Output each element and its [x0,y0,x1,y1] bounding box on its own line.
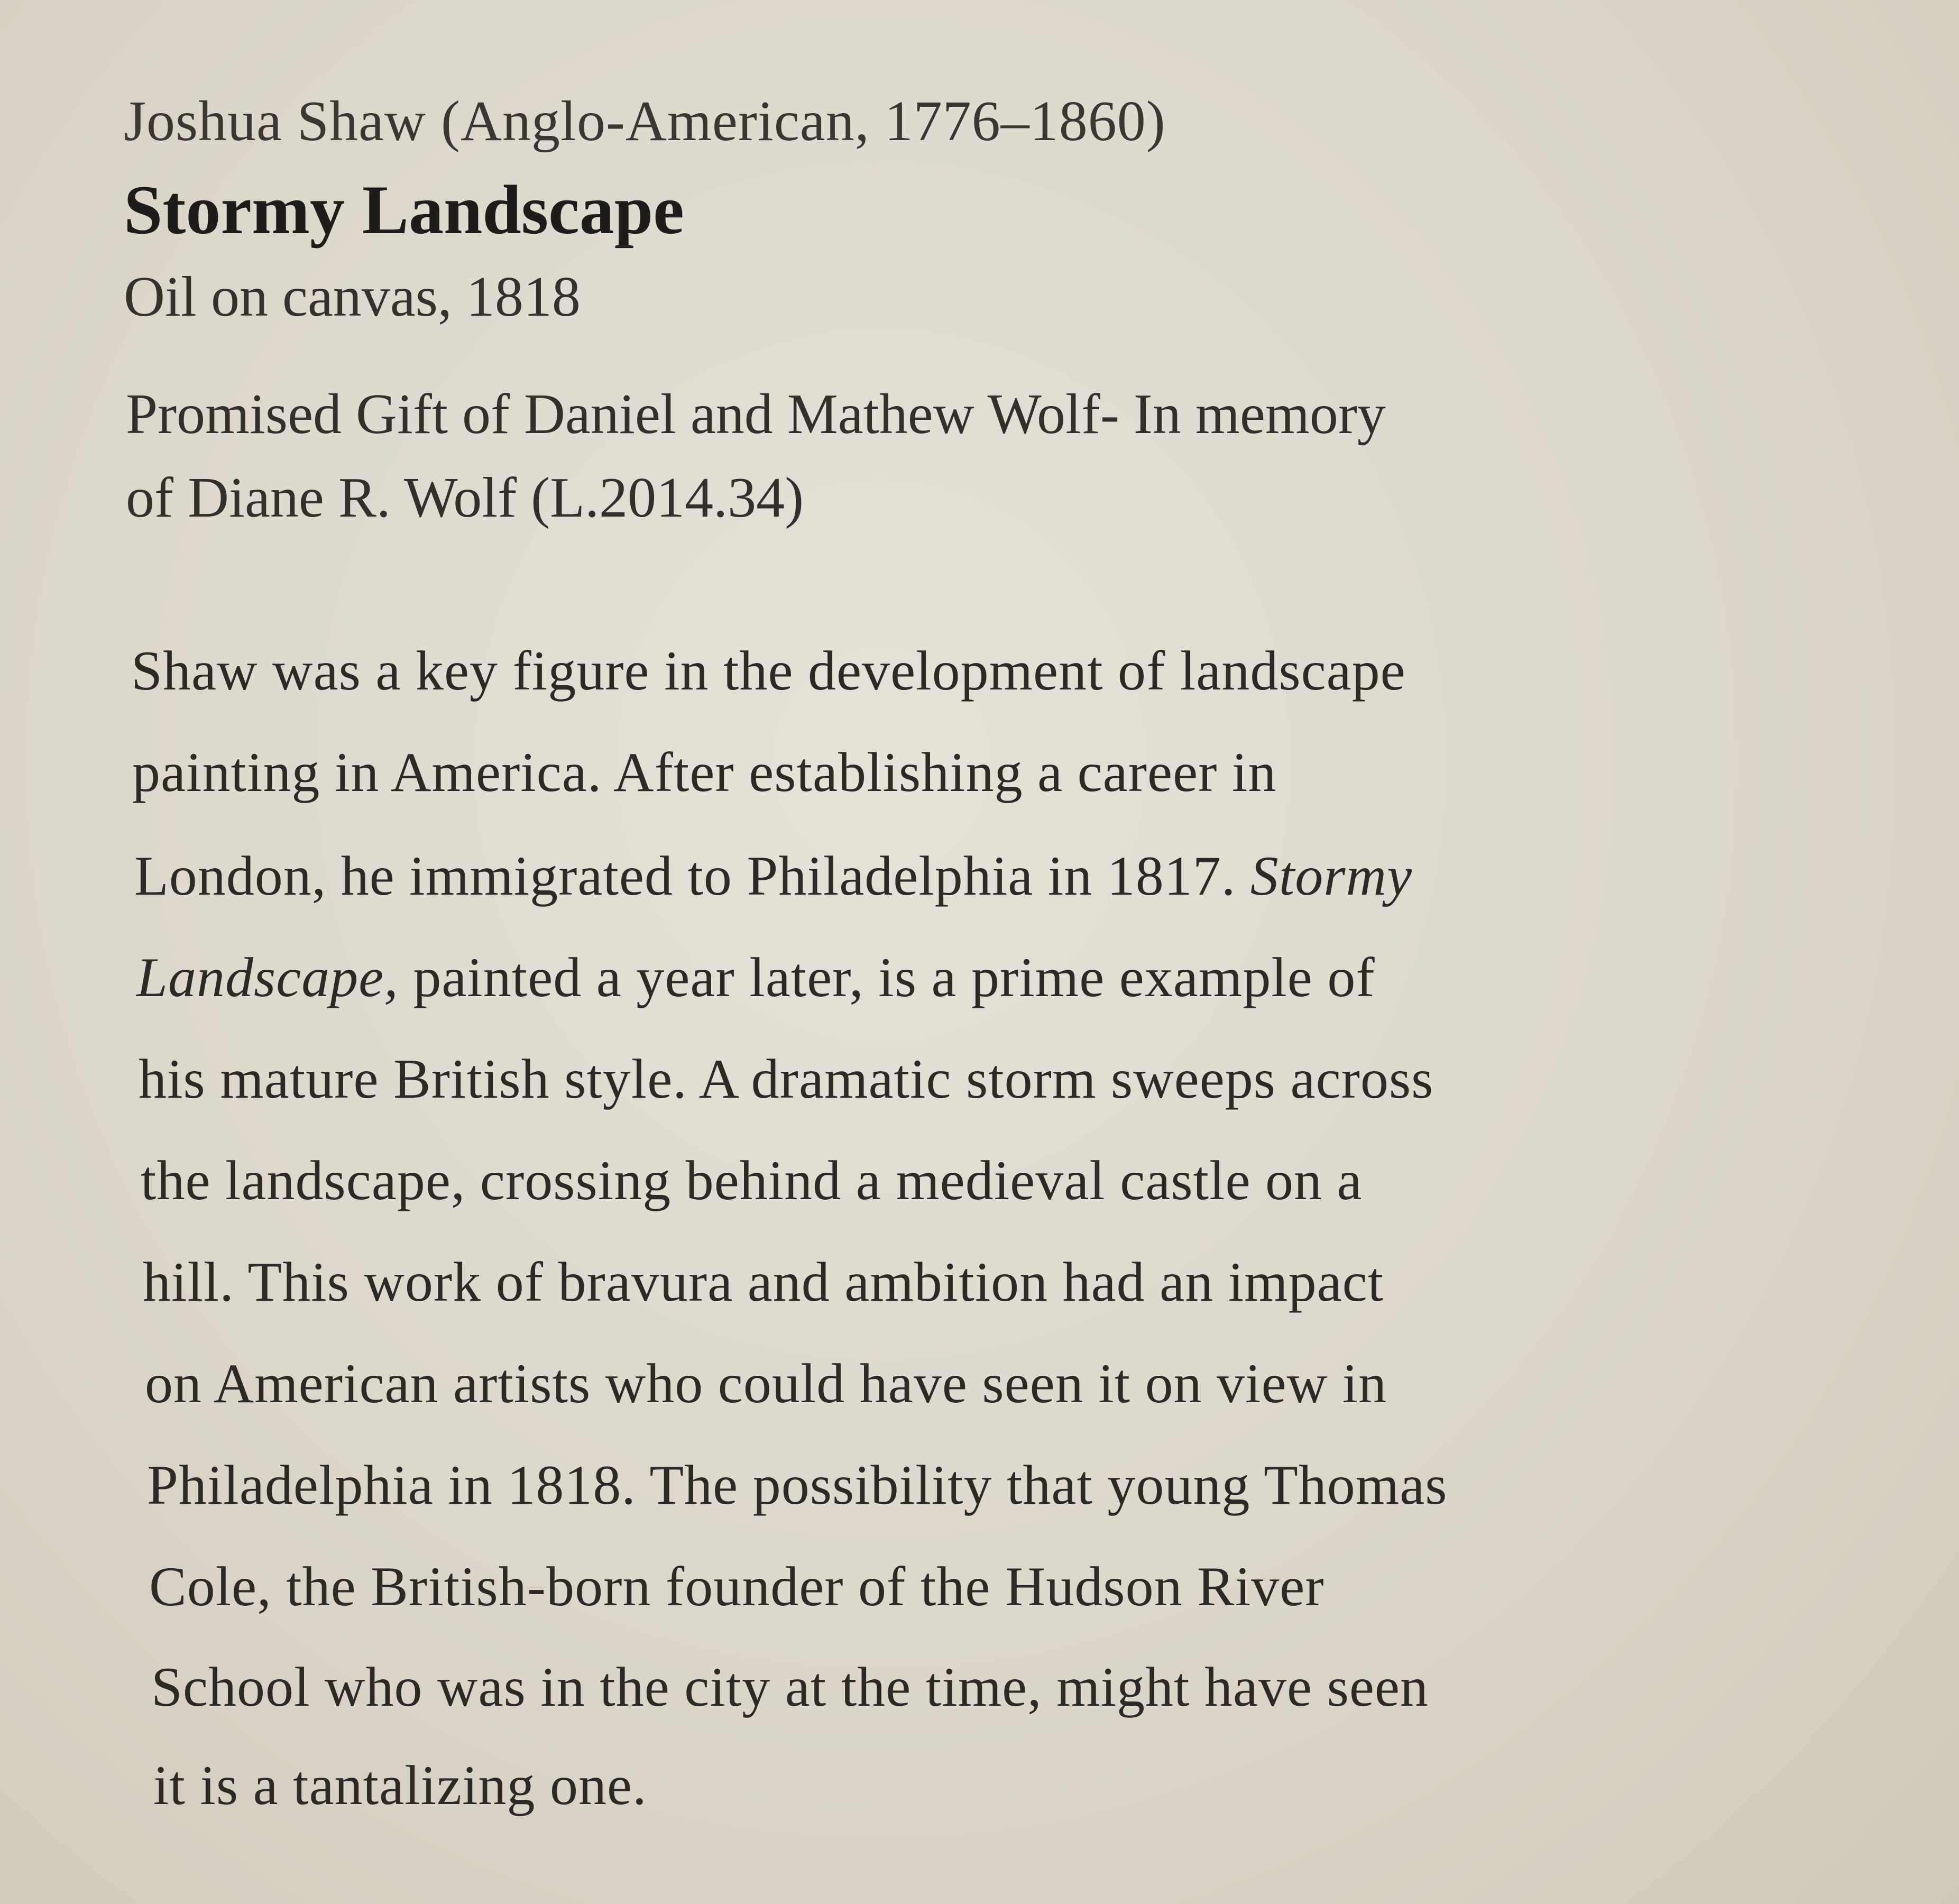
description-line-10: Cole, the British-born founder of the Hudson River [149,1556,1325,1617]
credit-line-1: Promised Gift of Daniel and Mathew Wolf- In memory [126,383,1386,446]
description-line-3-italic: Stormy [1250,845,1413,907]
description-line-4-text: painted a year later, is a prime example of [413,946,1375,1008]
description-line-8: on American artists who could have seen it on view in [145,1353,1387,1414]
artwork-medium-date: Oil on canvas, 1818 [124,265,581,328]
description-line-9: Philadelphia in 1818. The possibility that young Thomas [147,1454,1448,1516]
description-line-7: hill. This work of bravura and ambition had an impact [143,1251,1384,1313]
description-line-1: Shaw was a key figure in the development of landscape [131,640,1406,702]
description-line-5: his mature British style. A dramatic storm sweeps across [139,1048,1434,1110]
description-line-4 [136,945,1375,1010]
description-line-3-text: London, he immigrated to Philadelphia in 1817. [134,845,1236,907]
description-line-11: School who was in the city at the time, might have seen [151,1656,1429,1718]
description-line-2: painting in America. After establishing a career in [132,741,1277,803]
artwork-title: Stormy Landscape [124,171,684,249]
description-line-6: the landscape, crossing behind a medieval castle on a [141,1149,1363,1211]
description-line-4-italic: Landscape, [136,946,399,1008]
artist-name: Joshua Shaw (Anglo-American, 1776–1860) [124,90,1166,153]
description-line-3 [134,844,1412,908]
description-line-12: it is a tantalizing one. [153,1754,647,1816]
credit-line-2: of Diane R. Wolf (L.2014.34) [126,466,804,529]
